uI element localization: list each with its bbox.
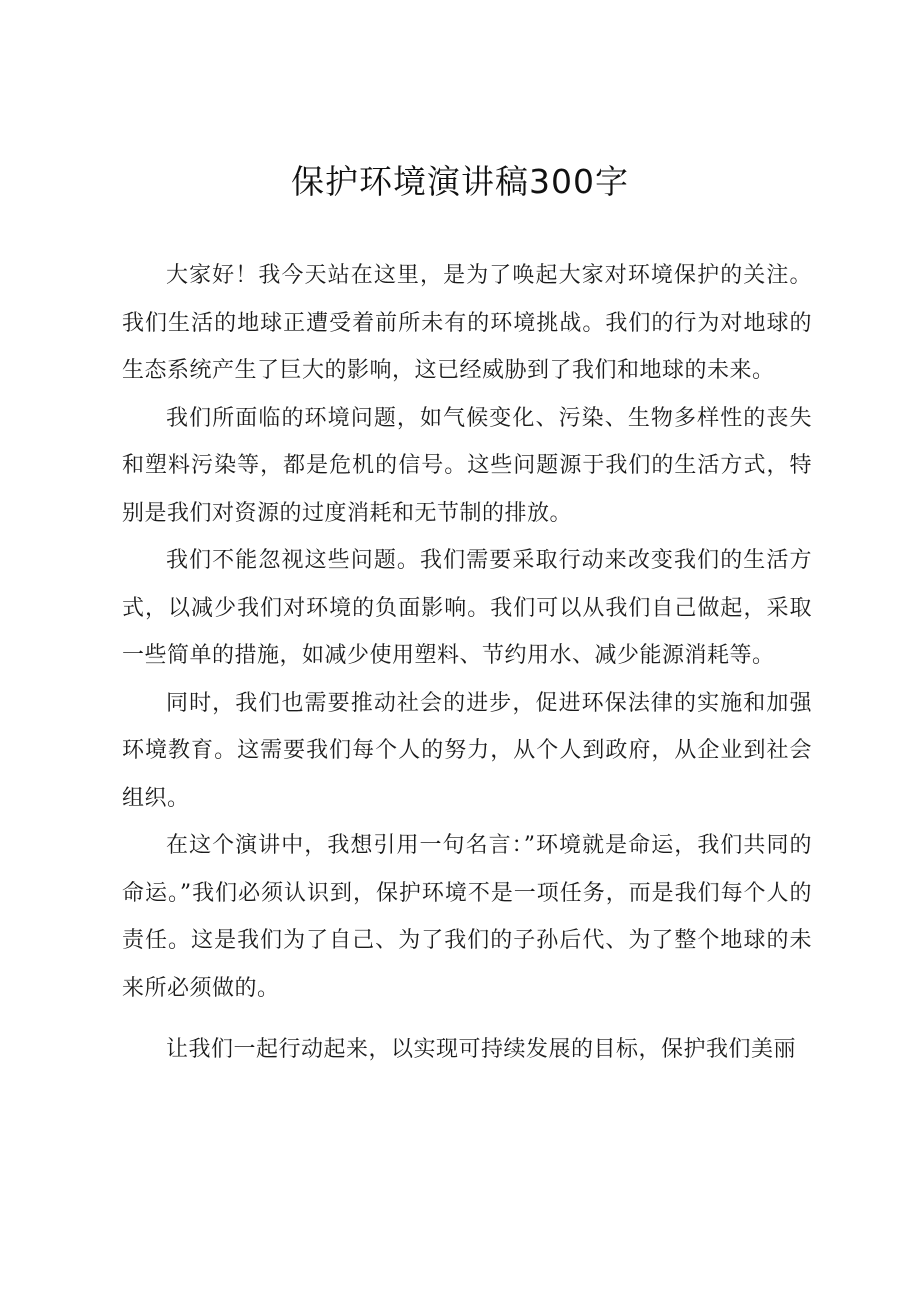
- paragraph-2: 我们所面临的环境问题，如气候变化、污染、生物多样性的丧失和塑料污染等，都是危机的信号。这些问题源于我们的生活方式，特别是我们对资源的过度消耗和无节制的排放。: [122, 405, 812, 526]
- paragraph-1: 大家好！我今天站在这里，是为了唤起大家对环境保护的关注。我们生活的地球正遭受着前所未有的环境挑战。我们的行为对地球的生态系统产生了巨大的影响，这已经威胁到了我们和地球的未来。: [122, 263, 812, 383]
- document-body: [122, 252, 812, 1074]
- paragraph-4: 同时，我们也需要推动社会的进步，促进环保法律的实施和加强环境教育。这需要我们每个人的努力，从个人到政府，从企业到社会组织。: [122, 690, 812, 811]
- paragraph-3: 我们不能忽视这些问题。我们需要采取行动来改变我们的生活方式，以减少我们对环境的负面影响。我们可以从我们自己做起，采取一些简单的措施，如减少使用塑料、节约用水、减少能源消耗等。: [122, 548, 812, 668]
- paragraph-5: 在这个演讲中，我想引用一句名言：”环境就是命运，我们共同的命运。”我们必须认识到，保护环境不是一项任务，而是我们每个人的责任。这是我们为了自己、为了我们的子孙后代、为了整个地球的未来所必须做的。: [122, 833, 812, 1001]
- paragraph-6: 让我们一起行动起来，以实现可持续发展的目标，保护我们美丽: [166, 1037, 797, 1062]
- document-title: 保护环境演讲稿300字: [291, 162, 629, 201]
